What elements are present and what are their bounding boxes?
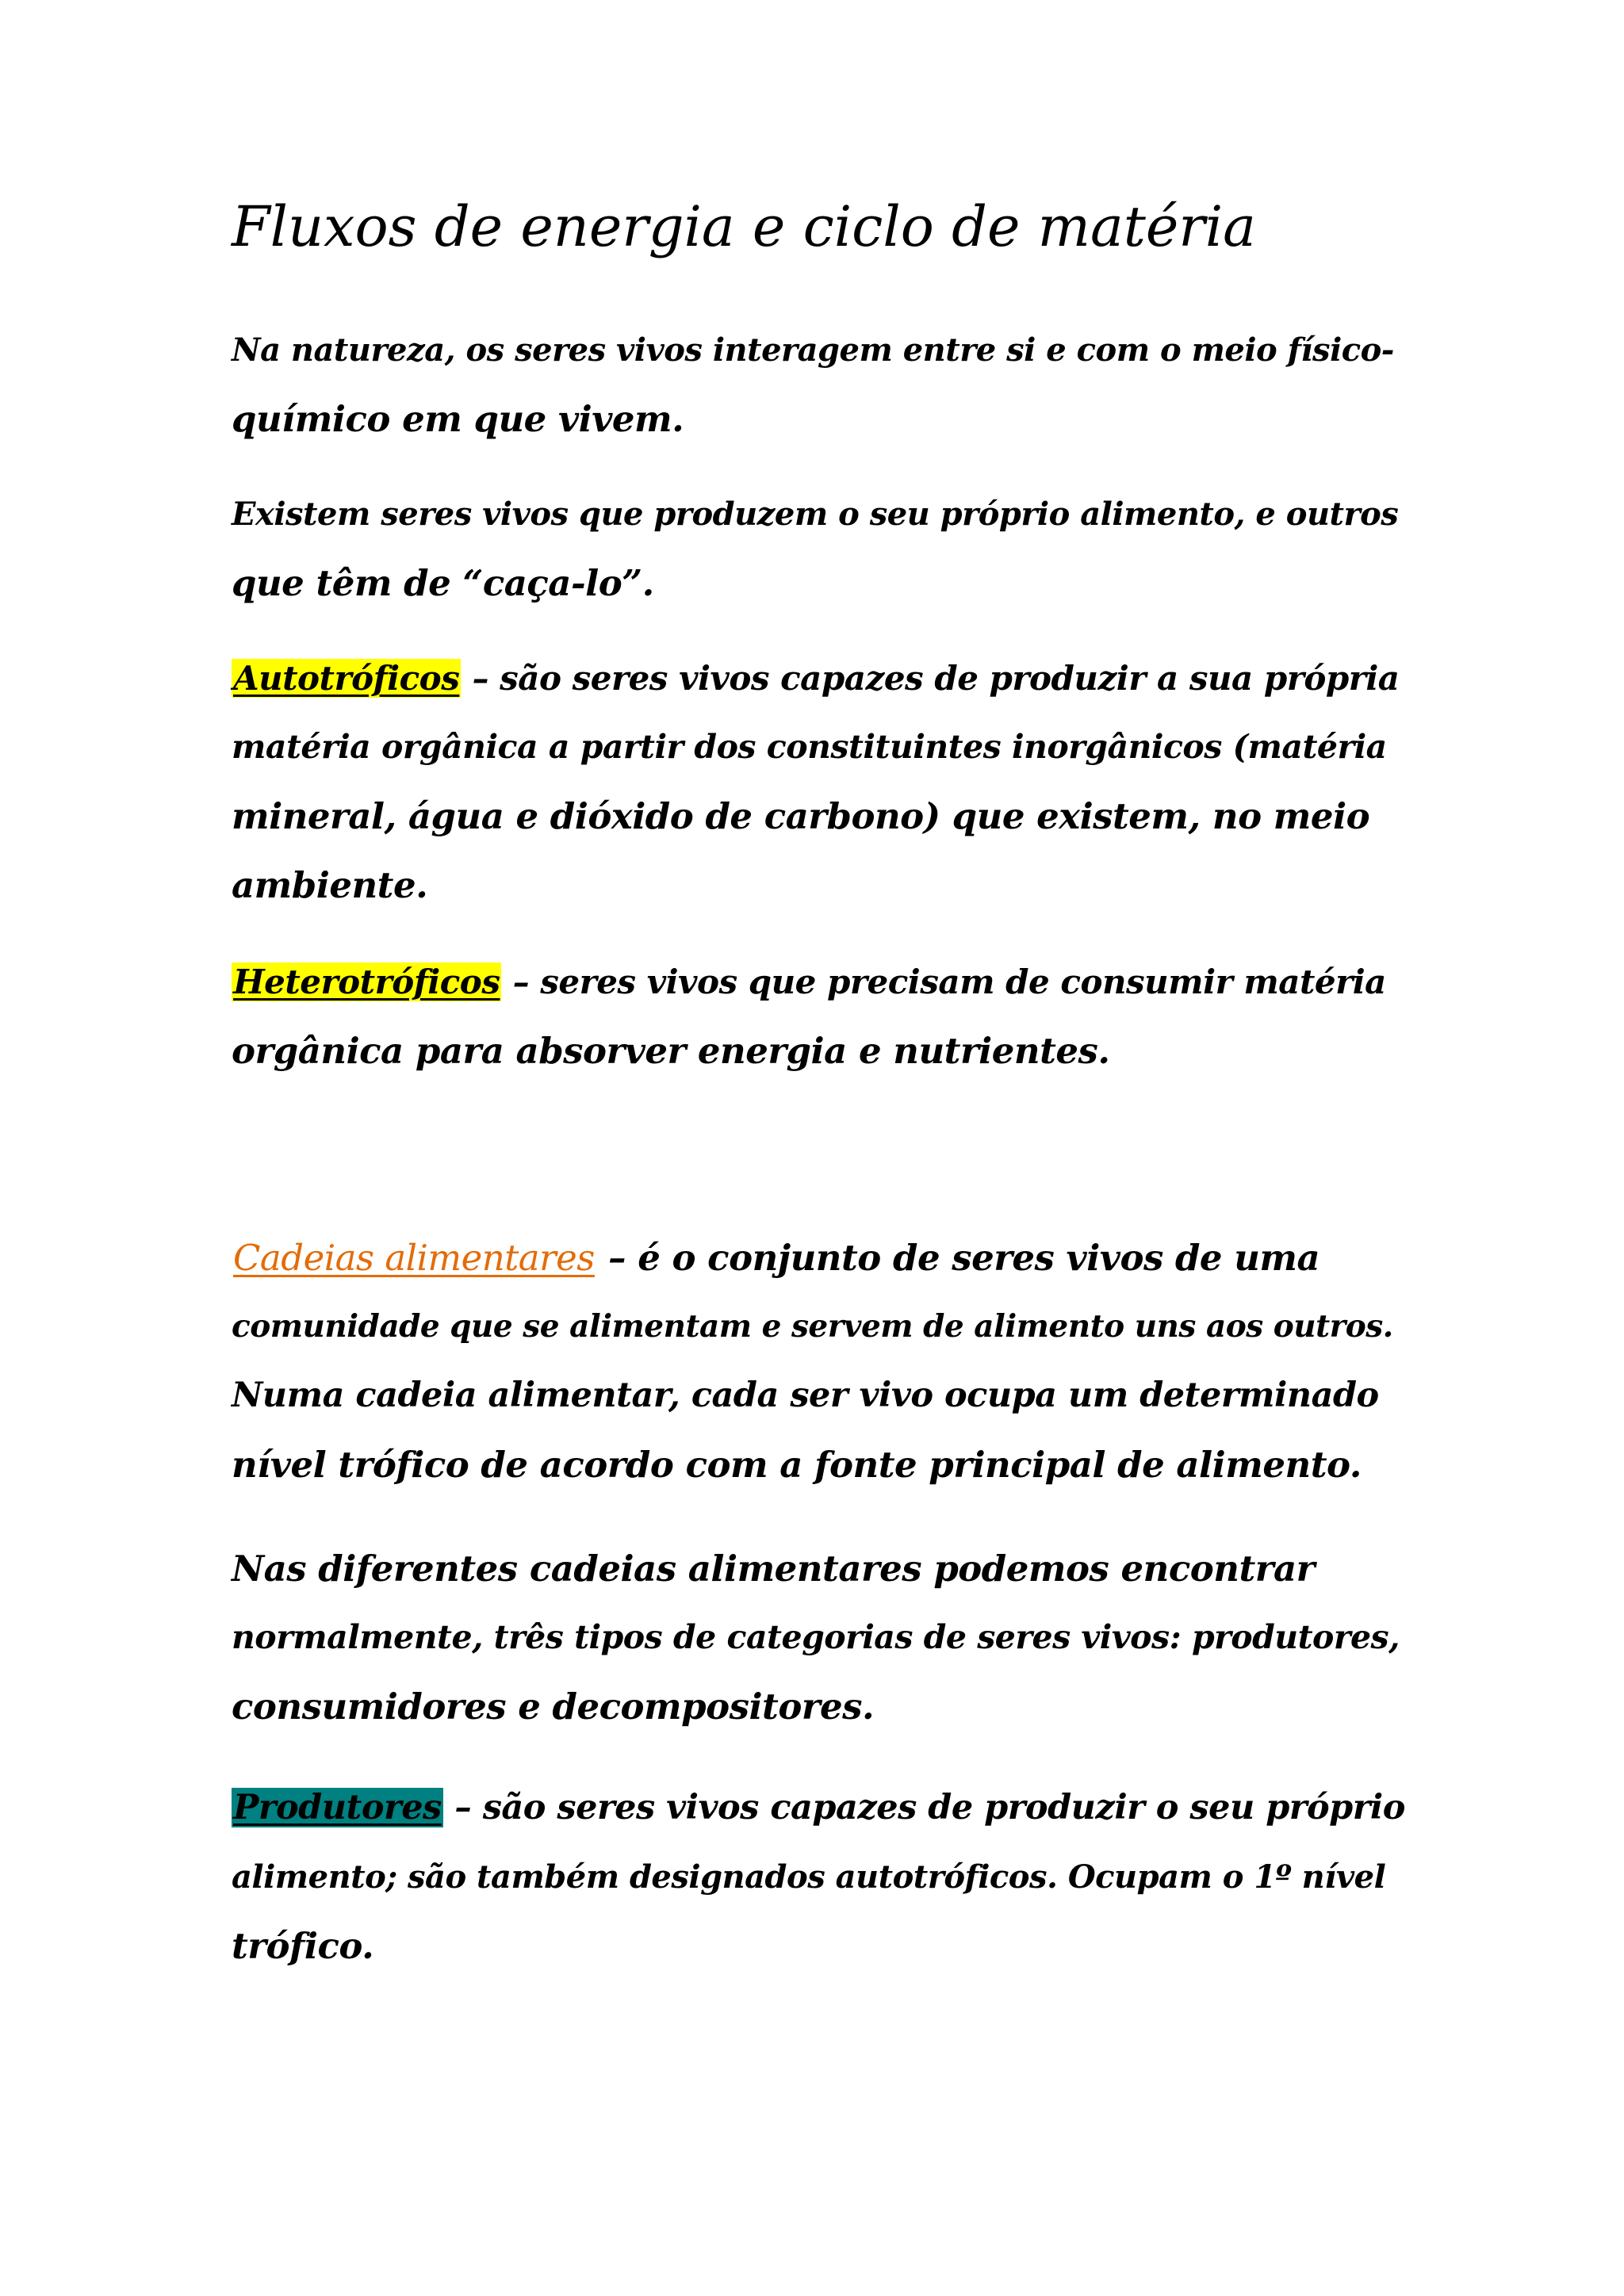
paragraph-line: Nas diferentes cadeias alimentares podemos encontrar xyxy=(232,1548,1315,1590)
paragraph-line: comunidade que se alimentam e servem de alimento uns aos outros. xyxy=(232,1308,1393,1345)
paragraph-food-chains xyxy=(232,1223,1405,1499)
paragraph-line: que têm de “caça-lo”. xyxy=(232,562,654,604)
paragraph-first-line xyxy=(232,1774,1405,1843)
paragraph-line: Na natureza, os seres vivos interagem entre si e com o meio físico- xyxy=(232,331,1394,369)
paragraph-producers-intro xyxy=(232,480,1405,618)
page-title: Fluxos de energia e ciclo de matéria xyxy=(232,194,1256,259)
paragraph-line: Existem seres vivos que produzem o seu próprio alimento, e outros xyxy=(232,496,1399,533)
paragraph-line: trófico. xyxy=(232,1925,374,1967)
term-food-chains: Cadeias alimentares xyxy=(233,1237,595,1279)
term-heterotrophs: Heterotróficos xyxy=(233,962,500,1001)
term-autotrophs: Autotróficos xyxy=(233,659,460,698)
paragraph-line: mineral, água e dióxido de carbono) que existem, no meio xyxy=(232,795,1370,837)
paragraph-line: nível trófico de acordo com a fonte principal de alimento. xyxy=(232,1444,1362,1486)
paragraph-producers xyxy=(232,1774,1405,1980)
paragraph-first-line xyxy=(232,947,1405,1016)
paragraph-line: matéria orgânica a partir dos constituintes inorgânicos (matéria xyxy=(232,728,1387,766)
paragraph-heterotrophs xyxy=(232,947,1405,1085)
paragraph-line: alimento; são também designados autotróficos. Ocupam o 1º nível xyxy=(232,1858,1386,1896)
paragraph-line: químico em que vivem. xyxy=(232,398,684,440)
paragraph-line: Numa cadeia alimentar, cada ser vivo ocupa um determinado xyxy=(232,1376,1379,1415)
term-producers: Produtores xyxy=(233,1788,442,1827)
paragraph-intro xyxy=(232,316,1405,453)
definition-text: – são seres vivos capazes de produzir a sua própria xyxy=(461,659,1400,698)
definition-text: – é o conjunto de seres vivos de uma xyxy=(596,1237,1320,1279)
paragraph-autotrophs xyxy=(232,644,1405,920)
paragraph-line: orgânica para absorver energia e nutrientes. xyxy=(232,1030,1110,1072)
paragraph-line: ambiente. xyxy=(232,864,428,906)
definition-text: – seres vivos que precisam de consumir matéria xyxy=(501,962,1386,1001)
paragraph-categories xyxy=(232,1534,1405,1741)
paragraph-first-line xyxy=(232,1223,1405,1292)
paragraph-line: consumidores e decompositores. xyxy=(232,1686,875,1728)
definition-text: – são seres vivos capazes de produzir o seu próprio xyxy=(442,1788,1405,1827)
paragraph-line: normalmente, três tipos de categorias de seres vivos: produtores, xyxy=(232,1618,1400,1656)
paragraph-first-line xyxy=(232,644,1405,713)
